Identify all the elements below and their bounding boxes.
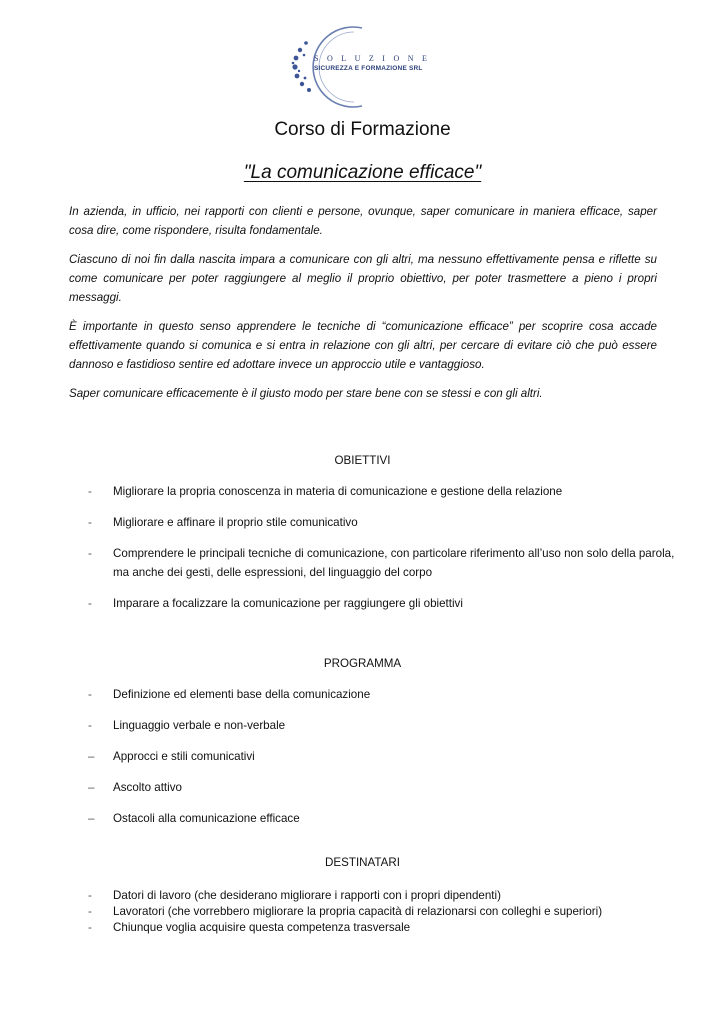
bullet-dash: – (88, 781, 95, 794)
list-item (88, 809, 678, 828)
list-item-text: Imparare a focalizzare la comunicazione per raggiungere gli obiettivi (113, 597, 463, 610)
list-item (88, 918, 678, 937)
section-heading-destinatari: DESTINATARI (325, 856, 400, 869)
list-item (88, 778, 678, 797)
programma-list (88, 685, 678, 840)
bullet-dash: – (88, 812, 95, 825)
bullet-dash: - (88, 485, 92, 498)
bullet-dash: - (88, 516, 92, 529)
list-item (88, 716, 678, 735)
bullet-dash: - (88, 688, 92, 701)
list-item-text: Lavoratori (che vorrebbero migliorare la propria capacità di relazionarsi con colleghi e superiori) (113, 905, 603, 918)
bullet-dash: - (88, 597, 92, 610)
list-item-text: Definizione ed elementi base della comunicazione (113, 688, 371, 701)
bullet-dash: - (88, 905, 92, 918)
intro-text (69, 202, 657, 413)
list-item (88, 513, 678, 532)
list-item-text: Linguaggio verbale e non-verbale (113, 719, 286, 732)
bullet-dash: - (88, 719, 92, 732)
intro-paragraph: È importante in questo senso apprendere le tecniche di “comunicazione efficace” per scoprire cosa accade effettivamente quando si comunica e si entra in relazione con gli altri, per cercare di evitare ciò che può essere dannoso e fastidioso sentire ed adottare invece un approccio utile e vantaggioso. (69, 320, 657, 371)
list-item-text: Migliorare la propria conoscenza in materia di comunicazione e gestione della relazione (113, 485, 563, 498)
list-item-text: Approcci e stili comunicativi (113, 750, 255, 763)
list-item-text: Chiunque voglia acquisire questa competenza trasversale (113, 921, 411, 934)
document-subtitle: "La comunicazione efficace" (243, 162, 482, 183)
logo-tagline: SICUREZZA E FORMAZIONE SRL (314, 65, 423, 72)
bullet-dash: – (88, 750, 95, 763)
list-item-text: Comprendere le principali tecniche di comunicazione, con particolare riferimento all’uso non solo della parola, ma anche dei gesti, delle espressioni, del linguaggio del corpo (113, 547, 675, 579)
list-item (88, 747, 678, 766)
destinatari-list (88, 886, 678, 934)
bullet-dash: - (88, 921, 92, 934)
obiettivi-list (88, 482, 678, 625)
list-item (88, 594, 678, 613)
list-item (88, 685, 678, 704)
section-heading-programma: PROGRAMMA (323, 657, 402, 670)
bullet-dash: - (88, 547, 92, 560)
logo-name: SOLUZIONE (314, 54, 436, 63)
document-title: Corso di Formazione (274, 119, 451, 140)
intro-paragraph: In azienda, in ufficio, nei rapporti con clienti e persone, ovunque, saper comunicare in maniera efficace, saper cosa dire, come rispondere, risulta fondamentale. (69, 205, 657, 237)
list-item-text: Migliorare e affinare il proprio stile comunicativo (113, 516, 358, 529)
section-heading-obiettivi: OBIETTIVI (334, 454, 391, 467)
intro-paragraph: Ciascuno di noi fin dalla nascita impara a comunicare con gli altri, ma nessuno effettivamente pensa e riflette su come comunicare per poter raggiungere al meglio il proprio obiettivo, per poter trasmettere a pieno i propri messaggi. (69, 253, 657, 304)
list-item-text: Datori di lavoro (che desiderano migliorare i rapporti con i propri dipendenti) (113, 889, 501, 902)
bullet-dash: - (88, 889, 92, 902)
intro-paragraph: Saper comunicare efficacemente è il giusto modo per stare bene con se stessi e con gli altri. (69, 387, 543, 400)
company-logo (284, 22, 444, 112)
list-item (88, 482, 678, 501)
list-item-text: Ascolto attivo (113, 781, 182, 794)
list-item (88, 544, 678, 582)
list-item-text: Ostacoli alla comunicazione efficace (113, 812, 300, 825)
